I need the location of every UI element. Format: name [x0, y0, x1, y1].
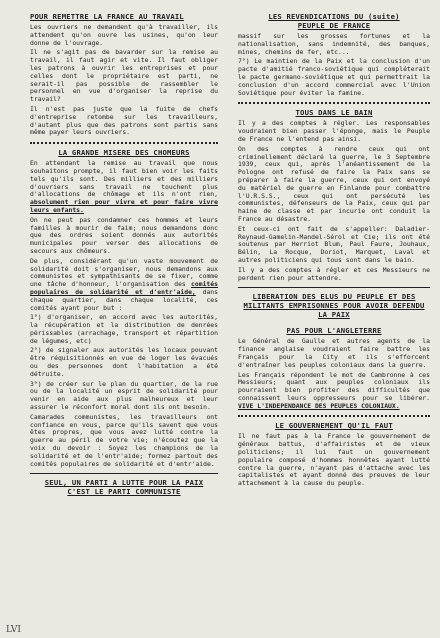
list-item: 2°) de signaler aux autorités les locaux pouvant être réquisitionnés en vue de loger les évacués ou des personnes dont l'habitation a été détruite. — [30, 346, 218, 378]
divider — [30, 473, 218, 474]
heading-parti-communiste: SEUL, UN PARTI A LUTTE POUR LA PAIX C'EST LE PARTI COMMUNISTE — [44, 478, 204, 497]
emphasis-text: comités populaires de solidarité et d'entr'aide, — [30, 280, 218, 296]
list-item: 3°) de créer sur le plan du quartier, de la rue ou de la localité un esprit de solidarité pour venir en aide aux plus malheureux et leur assurer le réconfort moral dont ils ont besoin. — [30, 379, 218, 412]
paragraph: Il n'est pas juste que la fuite de chefs d'entreprise retombe sur les travailleurs, d'autant plus que des patrons sont partis sans même payer leurs ouvriers. — [30, 104, 218, 137]
paragraph: Et ceux-ci ont fait de s'appeller: Daladier-Reynaud-Gamelin-Mandel-Sérol et Cie; ils ont été soutenus par Herriot Blum, Paul Faure, Jouhaux, Bélin, La Rocque, Doriot, Marquet, Laval et autres politiciens qui tous sont dans le bain. — [238, 224, 430, 264]
page-mark: LVI — [6, 625, 21, 635]
heading-revendications: LES REVENDICATIONS DU (suite) PEUPLE DE FRANCE — [268, 12, 400, 30]
divider — [30, 142, 218, 144]
emphasis-text: VIVE L'INDEPENDANCE DES PEUPLES COLONIAUX. — [238, 401, 400, 410]
divider — [238, 287, 430, 288]
left-column — [30, 12, 218, 499]
divider — [238, 415, 430, 417]
paragraph-text: Les Français répondent le mot de Cambronne à ces Messieurs; quant aux peuples coloniaux ils pourraient bien profiter des difficultés que connaissent leurs oppresseurs pour se libérer. — [238, 370, 430, 402]
divider — [238, 102, 430, 104]
paragraph: Le Général de Gaulle et autres agents de la finance anglaise voudraient faire battre les Français pour la City et ils s'efforcent d'entraîner les peuples coloniaux dans la guerre. — [238, 337, 430, 369]
heading-tous-dans-le-bain: TOUS DANS LE BAIN — [295, 108, 373, 118]
paragraph — [30, 258, 218, 313]
paragraph: Il ne faut pas à la France le gouvernement de généraux battus, d'affairistes et de vieux politiciens; il lui faut un gouvernement populaire composé d'hommes honnêtes ayant lutté contre la guerre, n'ayant pas d'attache avec les capitalistes et ayant donné des preuves de leur attachement à la cause du peuple. — [238, 432, 430, 488]
paragraph-text: dans chaque quartier, dans chaque localité, ces comités ayant pour but : — [30, 287, 218, 312]
paragraph-text: En attendant la remise au travail que nous souhaitons prompte, il faut bien voir les faits tels qu'ils sont. Des milliers et des milliers d'ouvriers sans travail ne touchent plus d'allocations de chômage et ils n'ont rien, — [30, 159, 218, 199]
emphasis-text: absolument rien pour vivre et pour faire vivre leurs enfants. — [30, 198, 218, 214]
paragraph — [30, 160, 218, 215]
heading-misere-chomeurs: LA GRANDE MISERE DES CHOMEURS — [58, 148, 190, 158]
heading-gouvernement: LE GOUVERNEMENT QU'IL FAUT — [275, 421, 393, 431]
heading-pas-pour-angleterre: PAS POUR L'ANGLETERRE — [286, 326, 382, 336]
paragraph: Les ouvriers ne demandent qu'à travailler, ils attendent qu'on ouvre les usines, qu'on leur donne de l'ouvrage. — [30, 23, 218, 47]
paragraph: On ne peut pas condamner ces hommes et leurs familles à mourir de faim; nous demandons donc que des ordres soient donnés aux autorités municipales pour verser des allocations de secours aux chômeurs. — [30, 215, 218, 255]
right-column — [238, 12, 430, 490]
heading-liberation: LIBERATION DES ELUS DU PEUPLE ET DES MILITANTS EMPRISONNES POUR AVOIR DEFENDU LA PAIX — [243, 292, 425, 320]
paragraph-text: De plus, considérant qu'un vaste mouvement de solidarité doit s'organiser, nous demandons aux communistes et sympathisants de se fixer, comme une tâche d'honneur, l'organisation des — [30, 256, 218, 289]
list-item: 1°) d'organiser, en accord avec les autorités, la récupération et la distribution de denrées périssables (arrachage, transport et répartition de légumes, etc) — [30, 313, 218, 345]
paragraph: Il y a des comptes à régler et ces Messieurs ne perdent rien pour attendre. — [238, 265, 430, 282]
heading-remettre-travail: POUR REMETTRE LA FRANCE AU TRAVAIL — [30, 12, 184, 21]
paragraph: Il ne s'agit pas de bavarder sur la remise au travail, il faut agir et vite. Il faut obliger les patrons à ouvrir les entreprises et pour celles dont le propriétaire est parti, ne serait-il pas possible de rassembler le personnel en vue d'organiser la reprise du travail? — [30, 48, 218, 104]
paragraph: Il y a des comptes à régler. Les responsables voudraient bien passer l'éponge, mais le Peuple de France ne l'entend pas ainsi. — [238, 119, 430, 143]
paragraph — [238, 372, 430, 411]
paragraph: massif sur les grosses fortunes et la nationalisation, sans indemnité, des banques, mines, chemins de fer, etc... — [238, 32, 430, 56]
paragraph: 7°) Le maintien de la Paix et la conclusion d'un pacte d'amitié franco-soviétique qui compléterait le pacte germano-soviétique et qui permettrait la conclusion d'un accord commercial avec l'Union Soviétique pour éviter la famine. — [238, 57, 430, 97]
paragraph: On des comptes à rendre ceux qui ont criminellement déclaré la guerre, le 3 Septembre 1939, ceux qui, après l'anéantissement de la Pologne ont refusé de faire la Paix sans se préparer à faire la guerre, ceux qui ont envoyé du matériel de guerre en Finlande pour combattre l'U.R.S.S., ceux qui ont persécuté les communistes, défenseurs de la Paix, ceux qui par haine de classe et par incurie ont conduit la France au désastre. — [238, 144, 430, 223]
paragraph: Camarades communistes, les travailleurs ont confiance en vous, parce qu'ils savent que vous êtes propres, que vous avez lutté contre la guerre au péril de votre vie; n'écoutez que la voix du devoir : Soyez les champions de la solidarité et de l'entr'aide; formez partout des comités populaires de solidarité et d'entr'aide. — [30, 412, 218, 468]
